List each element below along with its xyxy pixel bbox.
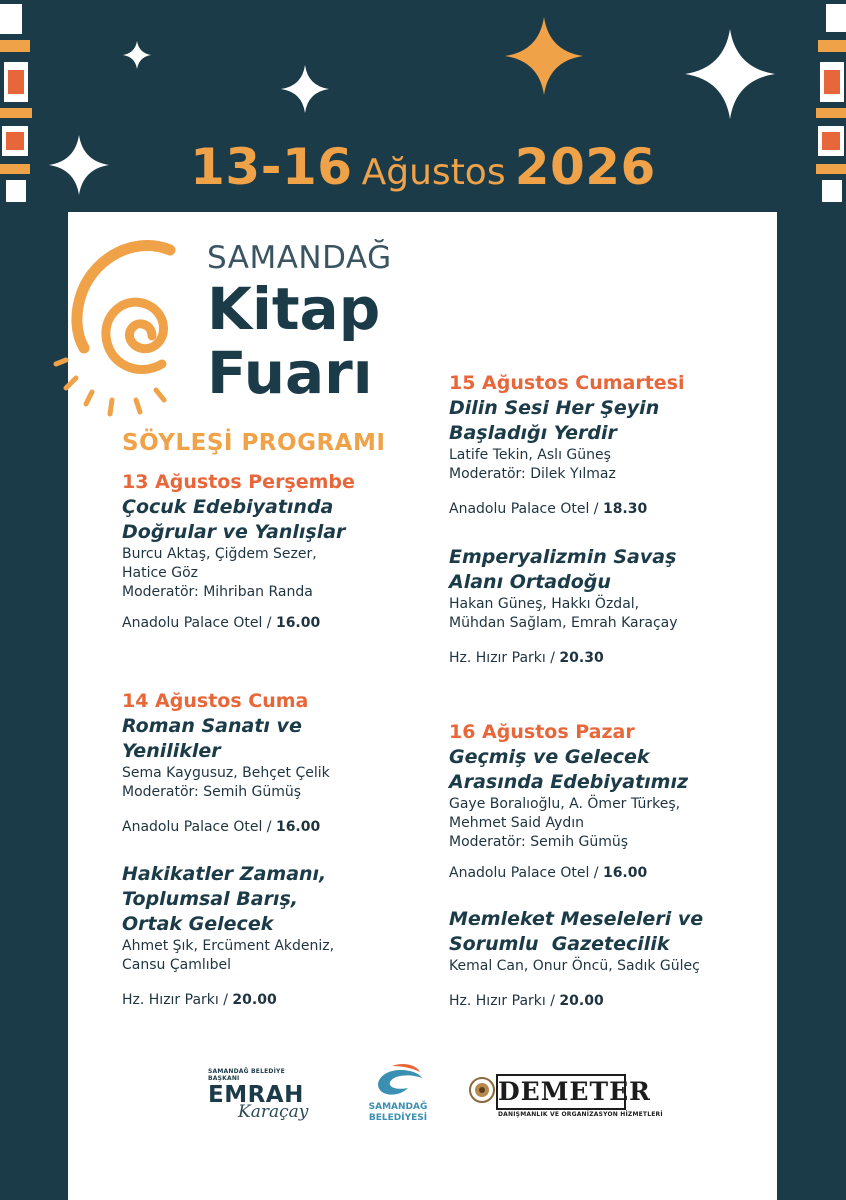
venue-time: 20.00: [232, 992, 277, 1008]
event-title: Sorumlu Gazetecilik: [449, 933, 670, 955]
venue-name: Anadolu Palace Otel /: [449, 865, 603, 881]
venue-time: 20.00: [559, 993, 604, 1009]
event-title: Memleket Meseleleri ve: [449, 908, 704, 930]
event-moderator: Moderatör: Dilek Yılmaz: [449, 466, 616, 482]
venue-name: Anadolu Palace Otel /: [122, 615, 276, 631]
event-moderator: Moderatör: Semih Gümüş: [449, 834, 629, 850]
venue-time: 16.00: [602, 865, 648, 881]
mayor-name: EMRAH: [208, 1082, 304, 1108]
brand-title-line1: Kitap: [207, 275, 381, 343]
event-title: Geçmiş ve Gelecek: [449, 746, 650, 768]
event-speakers: Cansu Çamlıbel: [122, 957, 232, 973]
event-speakers: Latife Tekin, Aslı Güneş: [449, 447, 611, 463]
event-block: [449, 907, 703, 1011]
mayor-title: SAMANDAĞ BELEDİYE BAŞKANI: [208, 1068, 285, 1082]
brand-title-line2: Fuarı: [207, 339, 373, 407]
star-icon: [684, 28, 776, 120]
event-venue: [449, 992, 703, 1011]
demeter-emblem-icon: [468, 1076, 496, 1104]
venue-time: 18.30: [602, 501, 648, 517]
event-speakers: Sema Kaygusuz, Behçet Çelik: [122, 765, 330, 781]
event-title: Alanı Ortadoğu: [449, 571, 611, 593]
venue-time: 16.00: [275, 819, 321, 835]
venue-time: 16.00: [275, 615, 321, 631]
star-icon: [122, 40, 152, 70]
event-title: Yenilikler: [122, 740, 221, 762]
event-title: Roman Sanatı ve: [122, 715, 302, 737]
section-title: SÖYLEŞİ PROGRAMI: [122, 430, 386, 456]
event-title: Dilin Sesi Her Şeyin: [449, 397, 660, 419]
municipality-wave-icon: [368, 1062, 428, 1098]
event-title: Toplumsal Barış,: [122, 888, 298, 910]
star-icon: [504, 16, 584, 96]
event-speakers: Mühdan Sağlam, Emrah Karaçay: [449, 615, 678, 631]
venue-name: Anadolu Palace Otel /: [122, 819, 276, 835]
event-speakers: Gaye Boralıoğlu, A. Ömer Türkeş,: [449, 796, 681, 812]
date-range: 13-16: [190, 138, 353, 196]
event-venue: [122, 991, 334, 1010]
event-speakers: Ahmet Şık, Ercüment Akdeniz,: [122, 938, 335, 954]
event-speakers: Hatice Göz: [122, 565, 199, 581]
date-year: 2026: [514, 138, 656, 196]
event-title: Doğrular ve Yanlışlar: [122, 521, 346, 543]
event-day: 16 Ağustos Pazar: [449, 721, 635, 743]
event-moderator: Moderatör: Semih Gümüş: [122, 784, 302, 800]
event-block: [122, 470, 355, 633]
event-venue: [122, 614, 355, 633]
event-day: 13 Ağustos Perşembe: [122, 471, 355, 493]
venue-name: Anadolu Palace Otel /: [449, 501, 603, 517]
event-venue: [122, 818, 330, 837]
company-name: DEMETER: [496, 1074, 626, 1110]
star-icon: [280, 64, 330, 114]
event-speakers: Kemal Can, Onur Öncü, Sadık Güleç: [449, 958, 700, 974]
event-title: Arasında Edebiyatımız: [449, 771, 689, 793]
municipality-logo: [358, 1062, 438, 1124]
municipality-label: BELEDİYESİ: [368, 1113, 428, 1123]
event-day: 15 Ağustos Cumartesi: [449, 372, 685, 394]
event-venue: [449, 864, 688, 883]
event-day: 14 Ağustos Cuma: [122, 690, 309, 712]
event-title: Hakikatler Zamanı,: [122, 863, 327, 885]
event-speakers: Hakan Güneş, Hakkı Özdal,: [449, 596, 640, 612]
event-title: Emperyalizmin Savaş: [449, 546, 677, 568]
date-month: Ağustos: [361, 152, 506, 193]
sun-spiral-logo-icon: [52, 228, 202, 418]
event-venue: [449, 649, 678, 668]
date-header: [0, 138, 846, 196]
venue-time: 20.30: [559, 650, 604, 666]
event-speakers: Mehmet Said Aydın: [449, 815, 585, 831]
event-moderator: Moderatör: Mihriban Randa: [122, 584, 313, 600]
event-speakers: Burcu Aktaş, Çiğdem Sezer,: [122, 546, 317, 562]
event-block: [122, 689, 330, 837]
demeter-logo: [468, 1068, 663, 1124]
company-subtitle: DANIŞMANLIK VE ORGANİZASYON HİZMETLERİ: [498, 1111, 663, 1118]
venue-name: Hz. Hızır Parkı /: [449, 993, 560, 1009]
mayor-signature: Karaçay: [238, 1102, 309, 1122]
venue-name: Hz. Hızır Parkı /: [449, 650, 560, 666]
event-title: Çocuk Edebiyatında: [122, 496, 334, 518]
event-block: [449, 720, 688, 883]
event-block: [449, 371, 685, 519]
venue-name: Hz. Hızır Parkı /: [122, 992, 233, 1008]
event-block: [449, 545, 678, 668]
brand-city: SAMANDAĞ: [207, 240, 392, 276]
municipality-name: SAMANDAĞ: [368, 1102, 428, 1112]
event-venue: [449, 500, 685, 519]
mayor-logo: [208, 1068, 316, 1122]
event-title: Başladığı Yerdir: [449, 422, 617, 444]
event-block: [122, 862, 334, 1010]
event-title: Ortak Gelecek: [122, 913, 274, 935]
